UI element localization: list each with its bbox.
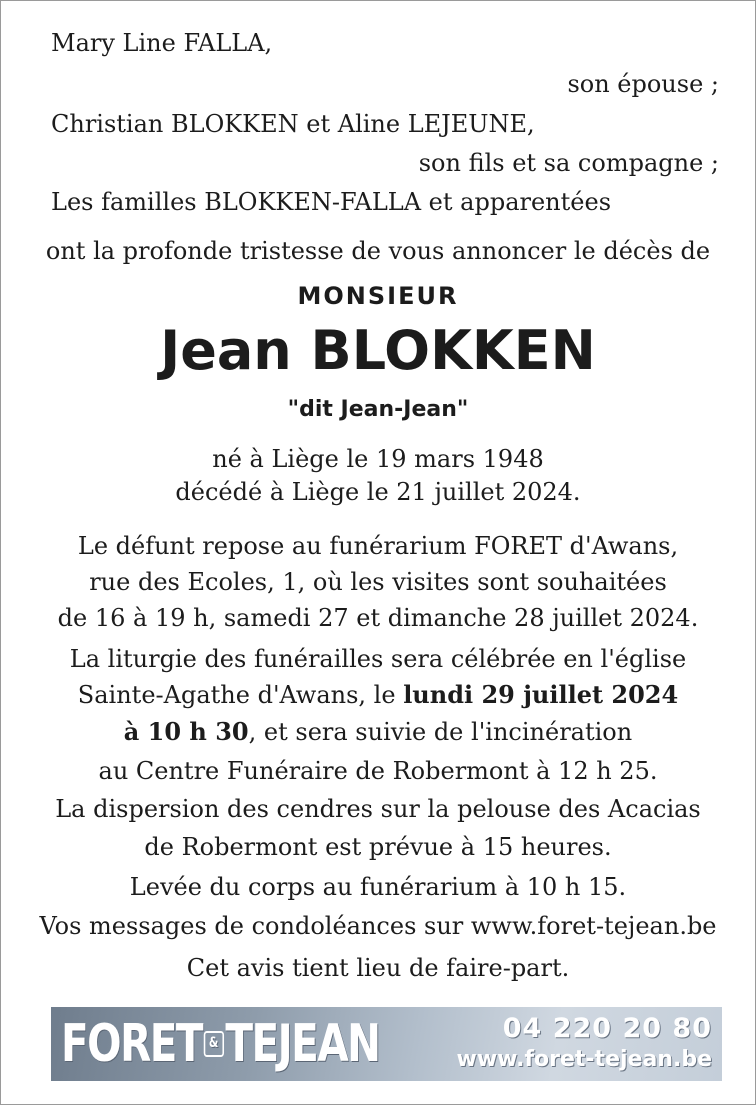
death-date: décédé à Liège le 21 juillet 2024.	[175, 478, 581, 506]
logo-ampersand: &	[204, 1031, 224, 1057]
family-name-son: Christian BLOKKEN et Aline LEJEUNE,	[51, 110, 535, 138]
logo-text-tejean: TEJEAN	[225, 1014, 380, 1074]
birth-date: né à Liège le 19 mars 1948	[212, 445, 544, 473]
funeral-home-banner	[51, 1007, 722, 1081]
detail-line-6-text: , et sera suivie de l'incinération	[248, 718, 633, 746]
nickname: "dit Jean-Jean"	[287, 397, 469, 422]
detail-line-3: de 16 à 19 h, samedi 27 et dimanche 28 juillet 2024.	[57, 604, 699, 632]
detail-line-10: Levée du corps au funérarium à 10 h 15.	[129, 873, 627, 901]
deceased-name: Jean BLOKKEN	[160, 319, 596, 382]
announcement: ont la profonde tristesse de vous annoncer le décès de	[45, 237, 711, 265]
funeral-time: à 10 h 30	[123, 717, 249, 746]
detail-line-4: La liturgie des funérailles sera célébrée en l'église	[69, 645, 687, 673]
funeral-date: lundi 29 juillet 2024	[403, 680, 679, 709]
detail-line-12: Cet avis tient lieu de faire-part.	[186, 954, 570, 982]
detail-line-5-text: Sainte-Agathe d'Awans, le	[77, 681, 404, 709]
honorific: MONSIEUR	[297, 282, 459, 310]
detail-line-2: rue des Ecoles, 1, où les visites sont souhaitées	[89, 568, 667, 596]
phone-number: 04 220 20 80	[502, 1013, 712, 1044]
detail-line-11: Vos messages de condoléances sur www.foret-tejean.be	[39, 912, 717, 940]
detail-line-6	[1, 717, 755, 747]
detail-line-7: au Centre Funéraire de Robermont à 12 h 25.	[98, 757, 658, 785]
families-line: Les familles BLOKKEN-FALLA et apparentées	[51, 188, 612, 216]
detail-line-5	[1, 680, 755, 710]
website-url: www.foret-tejean.be	[456, 1047, 712, 1072]
funeral-home-logo	[61, 1009, 380, 1079]
detail-line-9: de Robermont est prévue à 15 heures.	[144, 833, 612, 861]
family-relation-wife: son épouse ;	[567, 70, 719, 98]
detail-line-8: La dispersion des cendres sur la pelouse des Acacias	[55, 795, 701, 823]
detail-line-1: Le défunt repose au funérarium FORET d'Awans,	[77, 532, 679, 560]
family-name-wife: Mary Line FALLA,	[51, 29, 273, 57]
family-relation-son: son fils et sa compagne ;	[418, 149, 719, 177]
logo-text-foret: FORET	[61, 1014, 202, 1074]
